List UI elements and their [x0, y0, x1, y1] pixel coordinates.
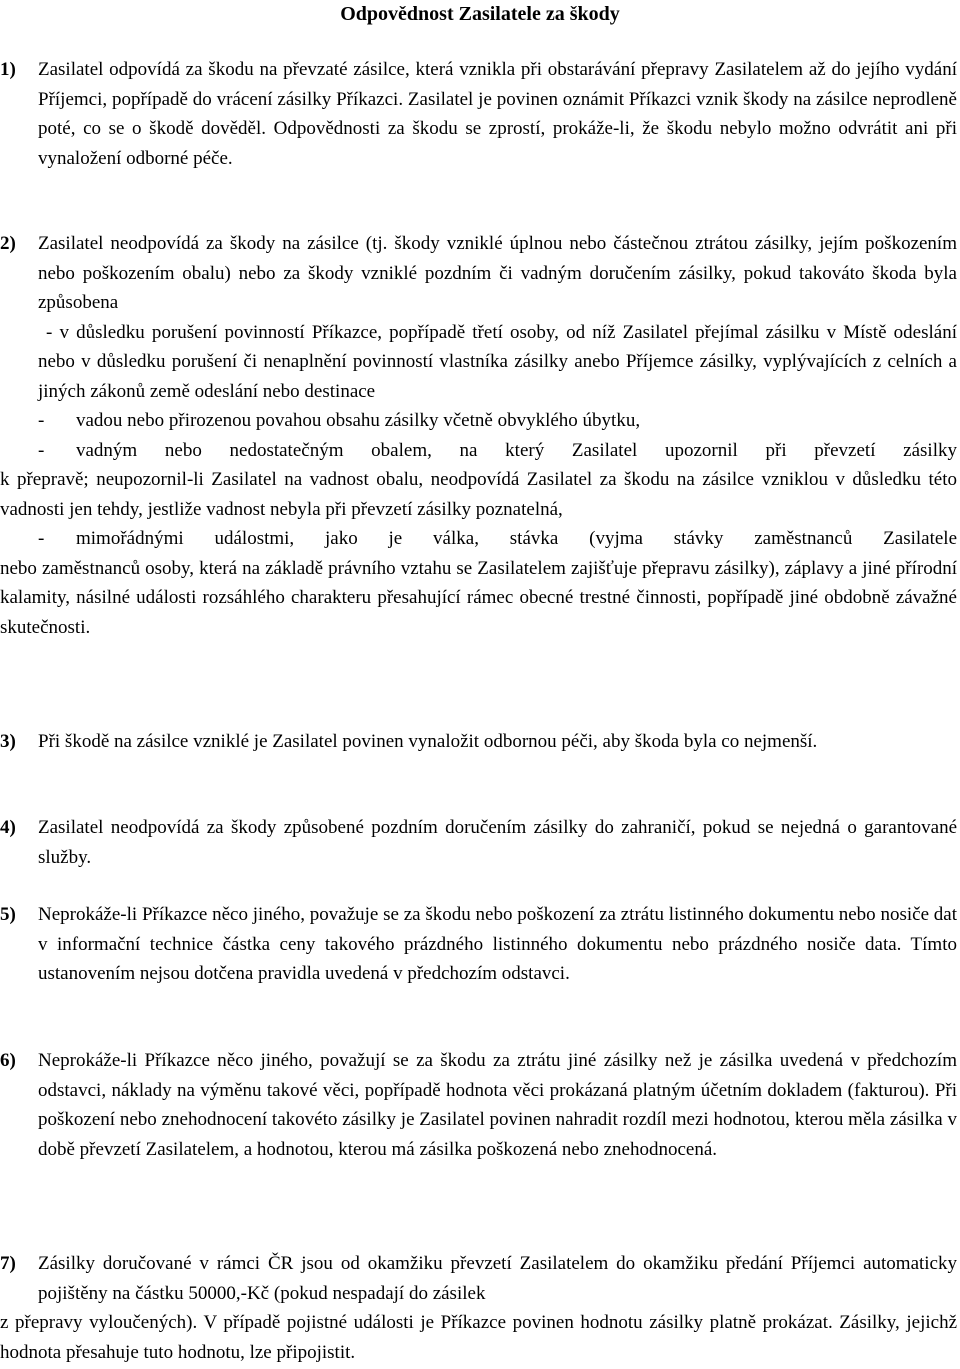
paragraph-4	[0, 813, 957, 872]
paragraph-number: 5)	[0, 904, 16, 925]
exclusion-item-2	[38, 406, 957, 436]
paragraph-text: Při škodě na zásilce vzniklé je Zasilatel povinen vynaložit odbornou péči, aby škoda byla co nejmenší.	[38, 731, 818, 752]
paragraph-text: Zasilatel neodpovídá za škody na zásilce (tj. škody vzniklé úplnou nebo částečnou ztrátou zásilky, jejím poškozením nebo poškozením obalu) nebo za škody vzniklé pozdním či vadným doručením zásilky, pokud takováto škoda byla způsobena	[38, 233, 957, 313]
paragraph-text: Neprokáže-li Příkazce něco jiného, považují se za škodu za ztrátu jiné zásilky než je zásilka uvedená v předchozím odstavci, náklady na výměnu takové věci, popřípadě hodnota věci prokázaná platným účetním dokladem (fakturou). Při poškození nebo znehodnocení takovéto zásilky je Zasilatel povinen nahradit rozdíl mezi hodnotou, kterou měla zásilka v době převzetí Zasilatelem, a hodnotou, kterou má zásilka poškozená nebo znehodnocená.	[38, 1050, 957, 1160]
dash-marker: -	[38, 410, 45, 431]
paragraph-number: 1)	[0, 59, 16, 80]
document-title: Odpovědnost Zasilatele za škody	[340, 3, 620, 25]
paragraph-text-continued: z přepravy vyloučených). V případě pojistné události je Příkazce povinen hodnotu zásilky platně prokázat. Zásilky, jejichž hodnota přesahuje tuto hodnotu, lze připojistit.	[0, 1312, 957, 1363]
paragraph-number: 2)	[0, 233, 16, 254]
paragraph-6	[0, 1046, 957, 1164]
paragraph-text: Zasilatel odpovídá za škodu na převzaté zásilce, která vznikla při obstarávání přepravy Zasilatelem až do jejího vydání Příjemci, popřípadě do vrácení zásilky Příkazci. Zasilatel je povinen oznámit Příkazci vznik škody na zásilce neprodleně poté, co se o škodě dověděl. Odpovědnosti za škodu se zprostí, prokáže-li, že škodu nebylo možno odvrátit ani při vynaložení odborné péče.	[38, 59, 957, 169]
paragraph-3	[0, 727, 957, 757]
exclusion-text: mimořádnými událostmi, jako je válka, stávka (vyjma stávky zaměstnanců Zasilatele	[76, 528, 957, 549]
paragraph-5	[0, 900, 957, 989]
exclusion-text: vadným nebo nedostatečným obalem, na který Zasilatel upozornil při převzetí zásilky	[76, 439, 957, 461]
dash-marker: -	[38, 439, 45, 461]
paragraph-text: Neprokáže-li Příkazce něco jiného, považuje se za škodu nebo poškození za ztrátu listinného dokumentu nebo nosiče dat v informační technice částka ceny takového prázdného listinného dokumentu nebo prázdného nosiče data. Tímto ustanovením nejsou dotčena pravidla uvedená v předchozím odstavci.	[38, 904, 957, 984]
paragraph-text: Zasilatel neodpovídá za škody způsobené pozdním doručením zásilky do zahraničí, pokud se nejedná o garantované služby.	[38, 817, 957, 868]
exclusion-item-4	[38, 524, 957, 554]
exclusion-text-continued: nebo zaměstnanců osoby, která na základě právního vztahu se Zasilatelem zajišťuje přepravu zásilky), záplavy a jiné přírodní kalamity, násilné události rozsáhlého charakteru přesahující rámec obecné trestné činnosti, popřípadě jiné obdobně závažné skutečnosti.	[0, 557, 957, 638]
exclusion-item-1: - v důsledku porušení povinností Příkazce, popřípadě třetí osoby, od níž Zasilatel přejímal zásilku v Místě odeslání nebo v důsledku porušení či nenaplnění povinností vlastníka zásilky anebo Příjemce zásilky, vyplývajících z celních a jiných zákonů země odeslání nebo destinace	[38, 321, 957, 402]
dash-marker: -	[38, 528, 45, 549]
paragraph-1	[0, 55, 957, 173]
exclusion-text: vadou nebo přirozenou povahou obsahu zásilky včetně obvyklého úbytku,	[76, 410, 641, 431]
exclusion-item-3	[38, 436, 957, 466]
paragraph-2	[0, 229, 957, 642]
paragraph-number: 3)	[0, 731, 16, 752]
paragraph-number: 4)	[0, 817, 16, 838]
paragraph-number: 7)	[0, 1253, 16, 1274]
paragraph-number: 6)	[0, 1050, 16, 1071]
exclusion-text-continued: k přepravě; neupozornil-li Zasilatel na vadnost obalu, neodpovídá Zasilatel za škodu na zásilce vzniklou v důsledku této vadnosti jen tehdy, jestliže vadnost nebyla při převzetí zásilky poznatelná,	[0, 469, 957, 520]
paragraph-text: Zásilky doručované v rámci ČR jsou od okamžiku převzetí Zasilatelem do okamžiku předání Příjemci automaticky pojištěny na částku 50000,-Kč (pokud nespadají do zásilek	[38, 1253, 957, 1304]
paragraph-7	[0, 1249, 957, 1367]
